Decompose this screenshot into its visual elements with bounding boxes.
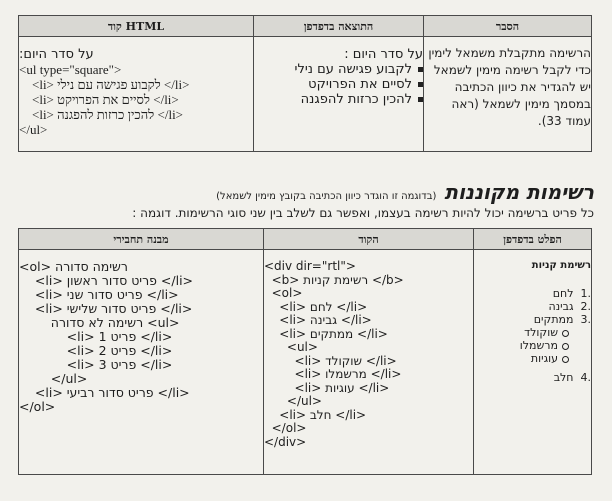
output-title: רשימת קניות xyxy=(531,260,591,271)
header-code: הקוד xyxy=(264,229,474,250)
table-header-row xyxy=(19,229,592,250)
code-line: </div> xyxy=(264,434,307,449)
syntax-line: <li> פריט סדור ראשון </li> xyxy=(19,273,194,288)
code-line: <li> מרשמלו </li> xyxy=(264,367,402,381)
syntax-line: <li> פריט 3 </li> xyxy=(19,357,173,372)
list-item: לקבוע פגישה עם נילי xyxy=(254,62,423,77)
syntax-line: <li> פריט סדור שני </li> xyxy=(19,287,179,302)
code-line: <li> לחם </li> xyxy=(264,299,368,314)
explanation-line: עמוד 33). xyxy=(537,114,591,128)
header-explanation: הסבר xyxy=(424,16,592,37)
header-html-code: קוד HTML xyxy=(19,16,254,37)
sub-list-item: שוקולד xyxy=(474,326,591,339)
square-list xyxy=(254,62,423,107)
syntax-line: </ul> xyxy=(19,371,88,386)
circle-bullet-icon xyxy=(562,330,569,337)
syntax-line: <li> פריט סדור רביעי </li> xyxy=(19,385,190,400)
explanation-line: יש להגדיר את כיוון הכתיבה xyxy=(454,80,591,94)
code-line: <ol> xyxy=(264,286,303,300)
syntax-line: <ol> רשימה סדורה xyxy=(19,259,128,274)
result-title: על סדר היום : xyxy=(344,47,423,62)
code-line: </ul> xyxy=(264,394,322,408)
list-item: להכין כרזות להפגנה xyxy=(254,92,423,107)
code-line: <b> רשימת קניות </b> xyxy=(264,272,404,287)
square-bullet-icon xyxy=(418,97,423,102)
explanation-line: במסמך מימין לשמאל (ראה xyxy=(451,97,591,111)
code-line: <li> לקבוע פגישה עם נילי </li> xyxy=(19,77,190,92)
table-header-row xyxy=(19,16,592,37)
code-line: <li> גבינה </li> xyxy=(264,313,372,327)
header-syntax-structure: מבנה תחבירי xyxy=(19,229,264,250)
sub-list-item: מרשמלו xyxy=(474,339,591,352)
explanation-line: כדי לקבל רשימה מימין לשמאל xyxy=(433,63,591,77)
square-bullet-icon xyxy=(418,67,423,72)
syntax-line: רשימה לא סדורה <ul> xyxy=(19,315,180,330)
sub-list-item: עוגיות xyxy=(474,352,591,365)
browser-output-cell xyxy=(474,250,592,475)
table-row xyxy=(19,250,592,475)
code-line: <li> לסיים את הפרויקט </li> xyxy=(19,92,179,107)
syntax-cell xyxy=(19,250,264,475)
code-line: <li> שוקולד </li> xyxy=(264,353,397,368)
syntax-line: <li> פריט 1 </li> xyxy=(19,329,173,344)
square-bullet-icon xyxy=(418,82,423,87)
section-intro: כל פריט ברשימה יכול להיות רשימה בעצמו, ואפשר גם לשלב בין שני סוגי הרשימות. דוגמה : xyxy=(132,206,594,220)
code-line: </ol> xyxy=(264,421,307,435)
list-item: 2. גבינה xyxy=(548,300,591,313)
browser-result-cell xyxy=(254,37,424,152)
code-line: <li> עוגיות </li> xyxy=(264,380,390,395)
list-item: 1. לחם xyxy=(552,287,591,300)
code-cell xyxy=(264,250,474,475)
syntax-line: </ol> xyxy=(19,399,56,414)
section-note: (בדוגמה זו הוגדר כיוון הכתיבה בקובץ מימין לשמאל) xyxy=(216,191,437,202)
section-heading xyxy=(216,180,594,204)
nested-lists-table xyxy=(18,228,592,475)
html-example-table xyxy=(18,15,592,152)
list-item: לסיים את הפרויקט xyxy=(254,77,423,92)
table-row xyxy=(19,37,592,152)
code-line: <li> להכין כרזות להפגנה </li> xyxy=(19,107,184,122)
section-title: רשימות מקוננות xyxy=(444,180,594,204)
header-browser-output: הפלט בדפדפן xyxy=(474,229,592,250)
header-browser-result: התוצאה בדפדפן xyxy=(254,16,424,37)
code-line: <div dir="rtl"> xyxy=(264,259,356,273)
syntax-line: <li> פריט סדור שלישי </li> xyxy=(19,301,193,316)
circle-bullet-icon xyxy=(562,356,569,363)
syntax-line: <li> פריט 2 </li> xyxy=(19,343,173,358)
code-line: <li> חלב </li> xyxy=(264,407,367,422)
code-line: <ul type="square"> xyxy=(19,62,122,77)
code-line: <li> ממתקים </li> xyxy=(264,326,388,341)
ordered-list xyxy=(474,287,591,384)
code-line: <ul> xyxy=(264,340,318,354)
circle-bullet-icon xyxy=(562,343,569,350)
explanation-cell xyxy=(424,37,592,152)
list-item: 4. חלב xyxy=(553,371,591,384)
explanation-line: הרשימה מתקבלת משמאל לימין xyxy=(428,46,591,60)
code-line: </ul> xyxy=(19,122,48,137)
html-code-cell xyxy=(19,37,254,152)
code-line: על סדר היום: xyxy=(19,47,94,62)
list-item: 3. ממתקים xyxy=(533,313,591,326)
